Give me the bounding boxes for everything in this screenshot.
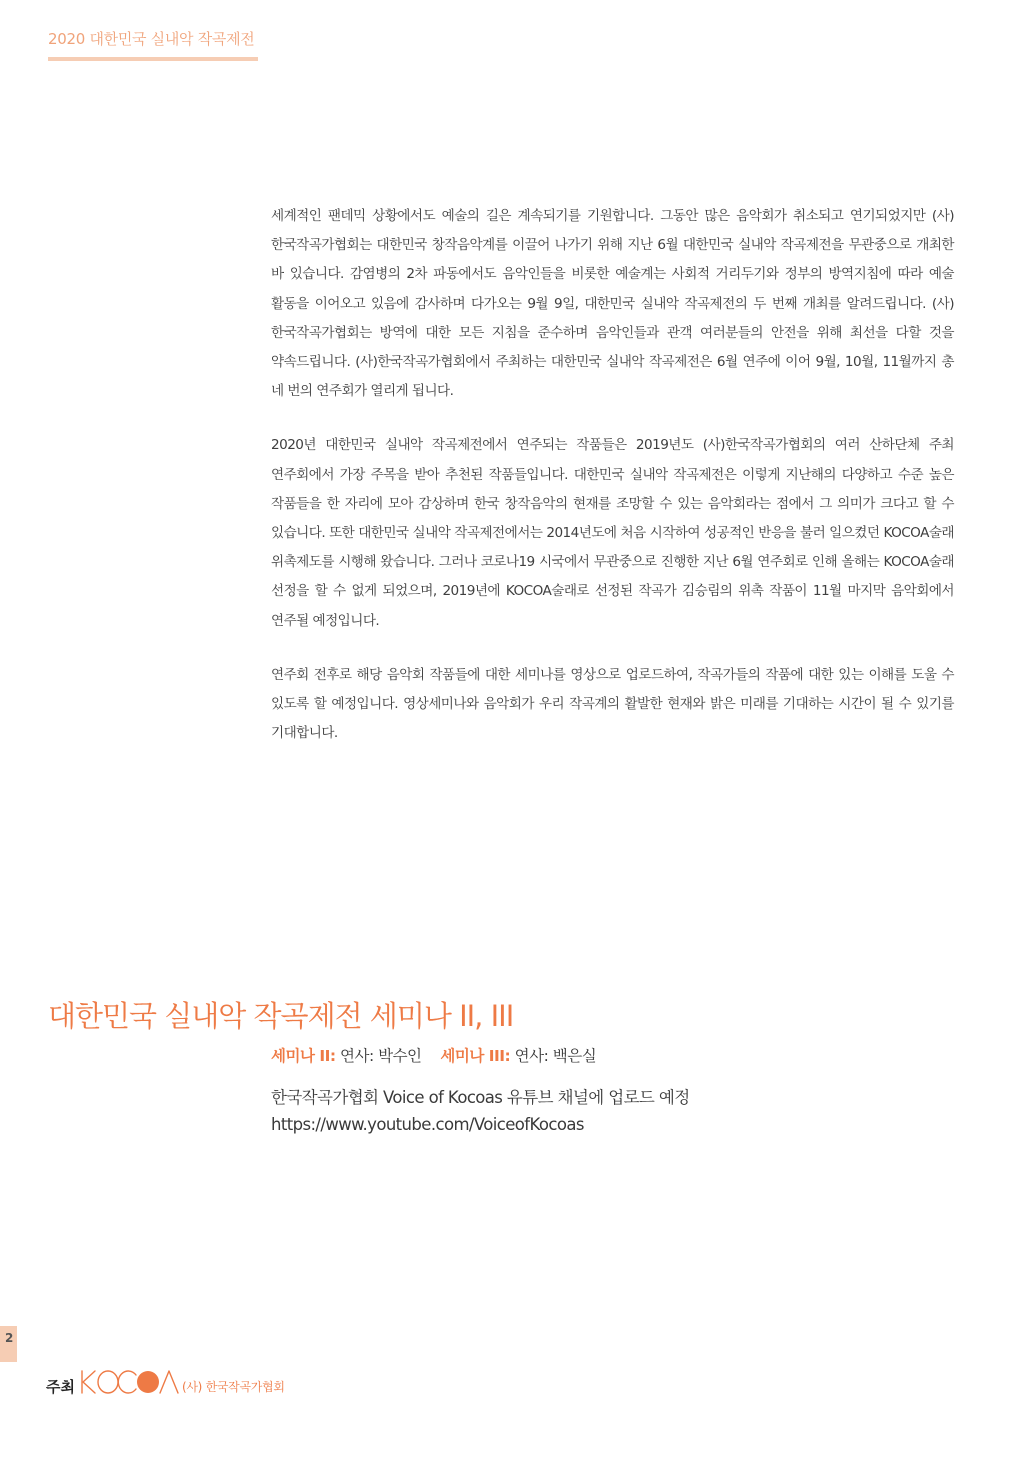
page-number: 2 [5, 1331, 14, 1345]
host-label: 주최 [46, 1378, 75, 1396]
seminar-title: 대한민국 실내악 작곡제전 세미나 II, III [48, 999, 514, 1034]
header-title: 2020 대한민국 실내악 작곡제전 [48, 30, 255, 48]
organization-name: (사) 한국작곡가협회 [182, 1380, 285, 1394]
header-underline [48, 57, 258, 61]
paragraph-3: 연주회 전후로 해당 음악회 작품들에 대한 세미나를 영상으로 업로드하여, 작곡가들의 작품에 대한 있는 이해를 도울 수 있도록 할 예정입니다. 영상세미나와 음악회가 우리 작곡계의 활발한 현재와 밝은 미래를 기대하는 시간이 될 수 있기를 기대합니다. [271, 666, 954, 742]
seminar-speakers [271, 1044, 596, 1066]
seminar-3-label: 세미나 III: [440, 1047, 511, 1065]
seminar-2-label: 세미나 II: [271, 1047, 336, 1065]
paragraph-1: 세계적인 팬데믹 상황에서도 예술의 길은 계속되기를 기원합니다. 그동안 많은 음악회가 취소되고 연기되었지만 (사)한국작곡가협회는 대한민국 창작음악계를 이끌어 나가기 위해 지난 6월 대한민국 실내악 작곡제전을 무관중으로 개최한 바 있습니다. 감염병의 2차 파동에서도 음악인들을 비롯한 예술계는 사회적 거리두기와 정부의 방역지침에 따라 예술 활동을 이어오고 있음에 감사하며 다가오는 9월 9일, 대한민국 실내악 작곡제전의 두 번째 개최를 알려드립니다. (사)한국작곡가협회는 방역에 대한 모든 지침을 준수하며 음악인들과 관객 여러분들의 안전을 위해 최선을 다할 것을 약속드립니다. (사)한국작곡가협회에서 주최하는 대한민국 실내악 작곡제전은 6월 연주에 이어 9월, 10월, 11월까지 총 네 번의 연주회가 열리게 됩니다. [271, 208, 954, 400]
body-text [271, 202, 954, 773]
paragraph-2: 2020년 대한민국 실내악 작곡제전에서 연주되는 작품들은 2019년도 (사)한국작곡가협회의 여러 산하단체 주최 연주회에서 가장 주목을 받아 추천된 작품들입니다. 대한민국 실내악 작곡제전은 이렇게 지난해의 다양하고 수준 높은 작품들을 한 자리에 모아 감상하며 한국 창작음악의 현재를 조망할 수 있는 음악회라는 점에서 그 의미가 크다고 할 수 있습니다. 또한 대한민국 실내악 작곡제전에서는 2014년도에 처음 시작하여 성공적인 반응을 불러 일으켰던 KOCOA술래 위촉제도를 시행해 왔습니다. 그러나 코로나19 시국에서 무관중으로 진행한 지난 6월 연주회로 인해 올해는 KOCOA술래 선정을 할 수 없게 되었으며, 2019년에 KOCOA술래로 선정된 작곡가 김승림의 위촉 작품이 11월 마지막 음악회에서 연주될 예정입니다. [271, 437, 954, 629]
kocoa-logo [79, 1368, 179, 1396]
upload-note: 한국작곡가협회 Voice of Kocoas 유튜브 채널에 업로드 예정 [271, 1088, 690, 1107]
youtube-link[interactable]: https://www.youtube.com/VoiceofKocoas [271, 1115, 584, 1134]
seminar-3-speaker: 연사: 백은실 [514, 1047, 597, 1065]
seminar-2-speaker: 연사: 박수인 [340, 1047, 422, 1065]
